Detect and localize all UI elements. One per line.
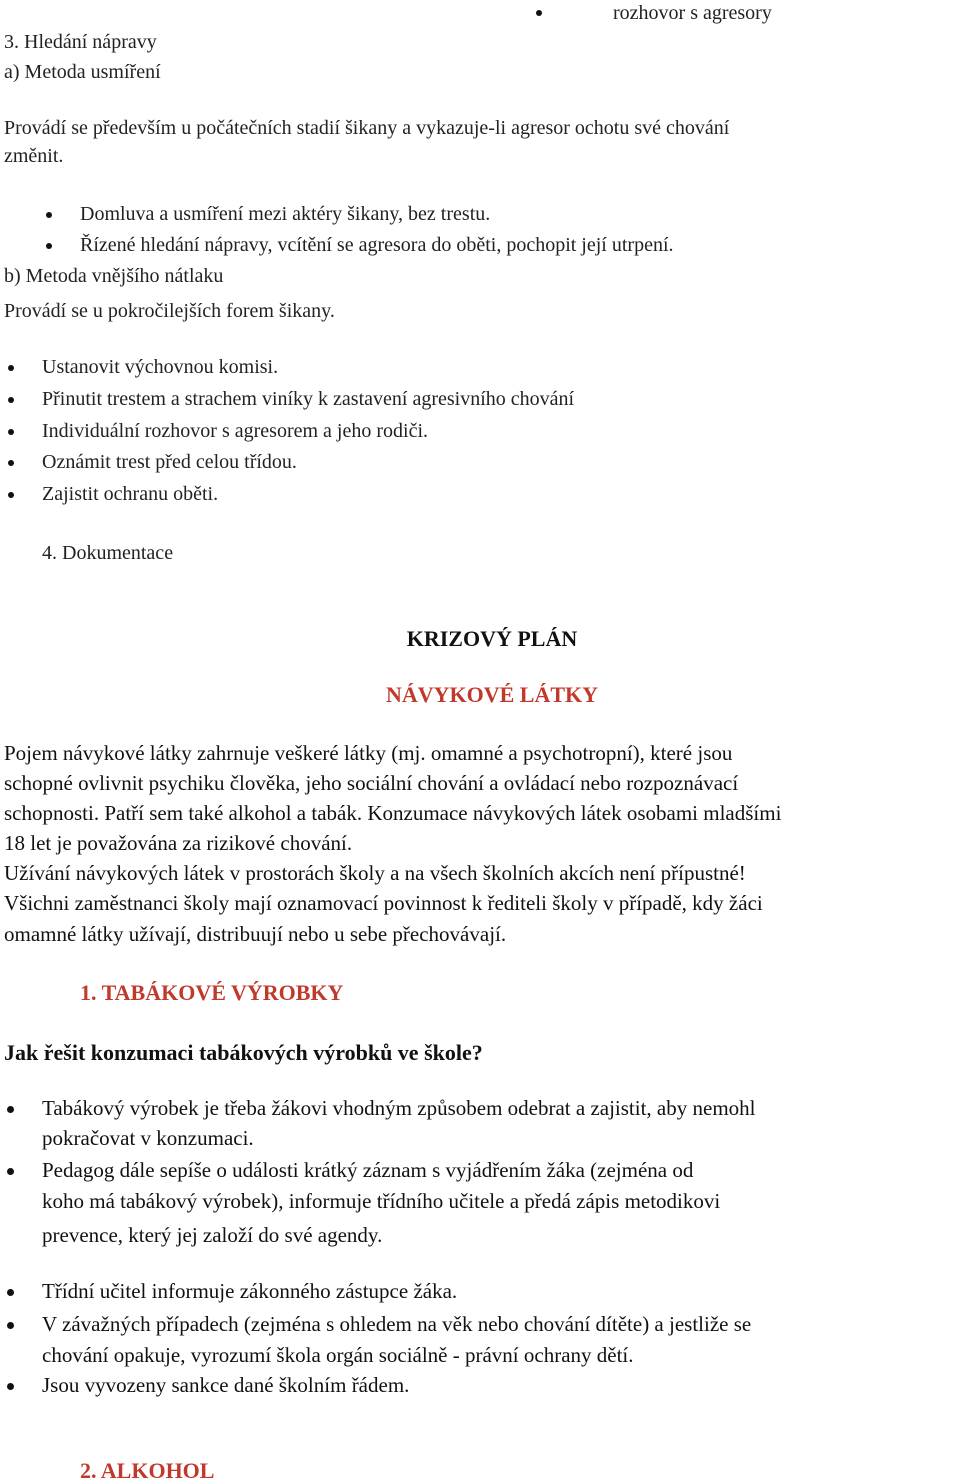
bullet-text: Oznámit trest před celou třídou. <box>42 451 297 473</box>
bullet-text: Přinutit trestem a strachem viníky k zastavení agresivního chování <box>42 388 575 410</box>
paragraph-line: schopnosti. Patří sem také alkohol a tabák. Konzumace návykových látek osobami mladšími <box>4 801 782 825</box>
bullet-text: rozhovor s agresory <box>613 2 772 24</box>
bullet-text: chování opakuje, vyrozumí škola orgán sociálně - právní ochrany dětí. <box>42 1343 634 1367</box>
bullet-icon <box>7 1383 14 1390</box>
bullet-text: pokračovat v konzumaci. <box>42 1126 254 1150</box>
bullet-text: prevence, který jej založí do své agendy. <box>42 1223 383 1247</box>
tobacco-heading: 1. TABÁKOVÉ VÝROBKY <box>80 980 344 1005</box>
bullet-icon <box>8 429 14 435</box>
bullet-text: Řízené hledání nápravy, vcítění se agresora do oběti, pochopit její utrpení. <box>80 234 674 256</box>
bullet-text: Ustanovit výchovnou komisi. <box>42 356 279 378</box>
bullet-icon <box>8 460 14 466</box>
bullet-icon <box>46 243 52 249</box>
addictive-substances-title: NÁVYKOVÉ LÁTKY <box>385 682 599 707</box>
bullet-icon <box>7 1322 14 1329</box>
bullet-icon <box>536 10 542 16</box>
bullet-icon <box>8 492 14 498</box>
bullet-icon <box>8 397 14 403</box>
bullet-text: Třídní učitel informuje zákonného zástupce žáka. <box>42 1279 458 1303</box>
paragraph-line: změnit. <box>4 145 64 167</box>
bullet-text: Domluva a usmíření mezi aktéry šikany, bez trestu. <box>80 203 491 225</box>
subheading-method-b: b) Metoda vnějšího nátlaku <box>4 265 224 287</box>
bullet-text: V závažných případech (zejména s ohledem na věk nebo chování dítěte) a jestliže se <box>42 1312 752 1336</box>
paragraph-line: Všichni zaměstnanci školy mají oznamovací povinnost k řediteli školy v případě, kdy žáci <box>4 891 763 915</box>
bullet-text: Zajistit ochranu oběti. <box>42 483 219 505</box>
paragraph-line: omamné látky užívají, distribuují nebo u sebe přechovávají. <box>4 922 507 946</box>
paragraph-line: 18 let je považována za rizikové chování. <box>4 831 353 855</box>
paragraph-line: schopné ovlivnit psychiku člověka, jeho sociální chování a ovládací nebo rozpoznávací <box>4 771 739 795</box>
bullet-icon <box>7 1168 14 1175</box>
paragraph-line: Provádí se u pokročilejších forem šikany. <box>4 300 335 322</box>
paragraph-line: Užívání návykových látek v prostorách školy a na všech školních akcích není přípustné! <box>4 861 746 885</box>
crisis-plan-title: KRIZOVÝ PLÁN <box>406 626 578 651</box>
bullet-icon <box>8 365 14 371</box>
section-heading-4: 4. Dokumentace <box>42 542 174 564</box>
paragraph-line: Provádí se především u počátečních stadií šikany a vykazuje-li agresor ochotu své chování <box>4 117 730 139</box>
section-heading-3: 3. Hledání nápravy <box>4 31 157 53</box>
alcohol-heading: 2. ALKOHOL <box>80 1458 215 1483</box>
bullet-text: Individuální rozhovor s agresorem a jeho rodiči. <box>42 420 428 442</box>
tobacco-question: Jak řešit konzumaci tabákových výrobků ve škole? <box>4 1040 483 1065</box>
bullet-icon <box>7 1289 14 1296</box>
paragraph-line: Pojem návykové látky zahrnuje veškeré látky (mj. omamné a psychotropní), které jsou <box>4 741 733 765</box>
bullet-text: Jsou vyvozeny sankce dané školním řádem. <box>42 1373 410 1397</box>
bullet-text: Pedagog dále sepíše o události krátký záznam s vyjádřením žáka (zejména od <box>42 1158 694 1182</box>
bullet-icon <box>46 212 52 218</box>
bullet-icon <box>7 1106 14 1113</box>
bullet-text: koho má tabákový výrobek), informuje třídního učitele a předá zápis metodikovi <box>42 1189 721 1213</box>
bullet-text: Tabákový výrobek je třeba žákovi vhodným způsobem odebrat a zajistit, aby nemohl <box>42 1096 756 1120</box>
subheading-method-a: a) Metoda usmíření <box>4 61 161 83</box>
